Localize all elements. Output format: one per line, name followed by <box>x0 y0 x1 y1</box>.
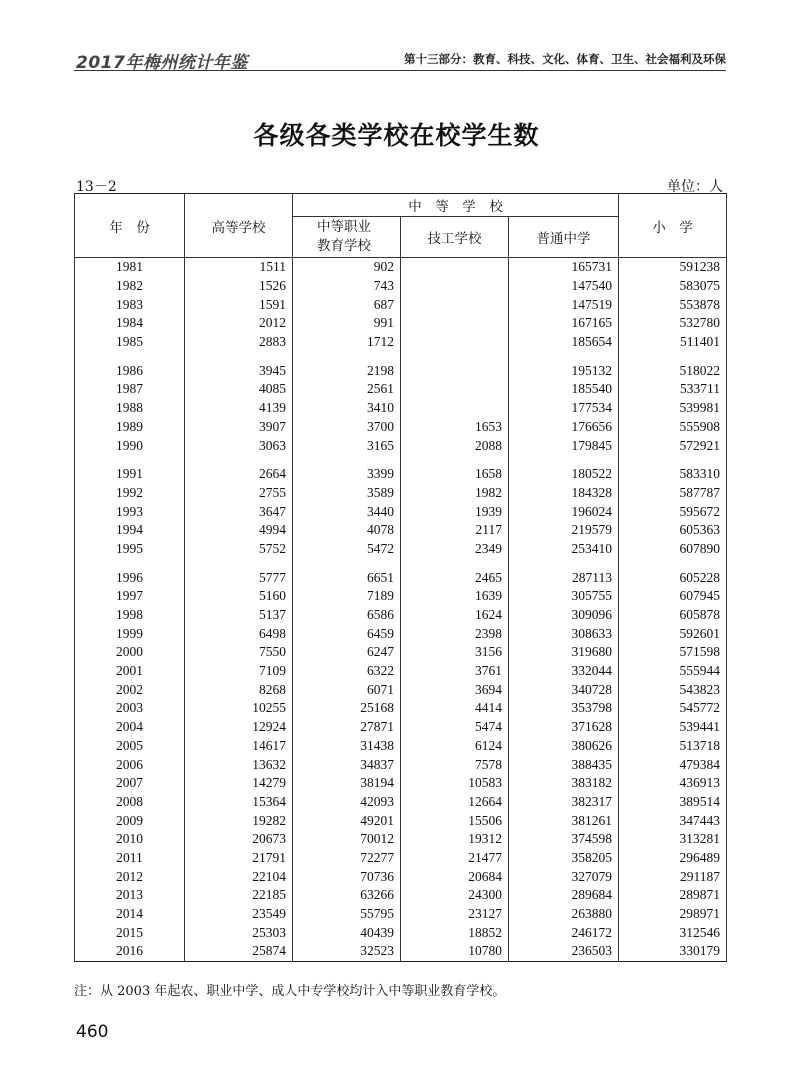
cell-primary: 518022 <box>619 361 727 380</box>
cell-general-middle: 167165 <box>509 314 619 333</box>
cell-higher: 1591 <box>185 295 293 314</box>
cell-general-middle: 219579 <box>509 521 619 540</box>
cell-year: 1990 <box>75 436 185 455</box>
cell-primary: 533711 <box>619 380 727 399</box>
cell-general-middle: 305755 <box>509 587 619 606</box>
cell-vocational: 6651 <box>293 568 401 587</box>
cell-general-middle: 374598 <box>509 830 619 849</box>
yearbook-title: 2017年梅州统计年鉴 <box>76 53 248 73</box>
cell-higher: 21791 <box>185 849 293 868</box>
section-title: 第十三部分：教育、科技、文化、体育、卫生、社会福利及环保 <box>404 52 726 66</box>
cell-year: 1996 <box>75 568 185 587</box>
cell-primary: 389514 <box>619 793 727 812</box>
cell-primary: 330179 <box>619 942 727 961</box>
table-row <box>75 643 727 662</box>
cell-year: 2000 <box>75 643 185 662</box>
cell-year: 1989 <box>75 418 185 437</box>
cell-technical: 6124 <box>401 737 509 756</box>
table-row <box>75 502 727 521</box>
cell-primary: 583310 <box>619 465 727 484</box>
cell-vocational: 3700 <box>293 418 401 437</box>
cell-primary: 513718 <box>619 737 727 756</box>
cell-year: 2012 <box>75 867 185 886</box>
cell-general-middle: 327079 <box>509 867 619 886</box>
page-number: 460 <box>76 1022 109 1042</box>
cell-higher: 2755 <box>185 484 293 503</box>
table-row <box>75 540 727 559</box>
spacer-row <box>75 558 727 568</box>
spacer-cell <box>185 455 293 465</box>
cell-vocational: 32523 <box>293 942 401 961</box>
cell-primary: 313281 <box>619 830 727 849</box>
cell-year: 2010 <box>75 830 185 849</box>
table-row <box>75 606 727 625</box>
cell-year: 1997 <box>75 587 185 606</box>
cell-year: 1991 <box>75 465 185 484</box>
table-row <box>75 886 727 905</box>
cell-higher: 2664 <box>185 465 293 484</box>
cell-general-middle: 180522 <box>509 465 619 484</box>
cell-primary: 555908 <box>619 418 727 437</box>
cell-higher: 2883 <box>185 333 293 352</box>
table-row <box>75 718 727 737</box>
header-vocational-label: 中等职业教育学校 <box>317 219 371 254</box>
cell-vocational: 55795 <box>293 905 401 924</box>
cell-general-middle: 246172 <box>509 923 619 942</box>
table-row <box>75 521 727 540</box>
cell-technical: 7578 <box>401 755 509 774</box>
cell-vocational: 3399 <box>293 465 401 484</box>
cell-year: 2011 <box>75 849 185 868</box>
cell-technical: 3694 <box>401 680 509 699</box>
cell-technical: 2117 <box>401 521 509 540</box>
table-row <box>75 737 727 756</box>
cell-vocational: 31438 <box>293 737 401 756</box>
cell-vocational: 38194 <box>293 774 401 793</box>
cell-year: 2004 <box>75 718 185 737</box>
cell-higher: 15364 <box>185 793 293 812</box>
cell-primary: 291187 <box>619 867 727 886</box>
table-row <box>75 295 727 314</box>
cell-year: 1982 <box>75 277 185 296</box>
cell-general-middle: 177534 <box>509 399 619 418</box>
page-title: 各级各类学校在校学生数 <box>253 121 540 150</box>
cell-primary: 605878 <box>619 606 727 625</box>
cell-general-middle: 147519 <box>509 295 619 314</box>
cell-general-middle: 371628 <box>509 718 619 737</box>
header-year: 年 份 <box>75 194 185 258</box>
spacer-cell <box>75 455 185 465</box>
table-code: 13－2 <box>76 179 117 195</box>
cell-technical: 1939 <box>401 502 509 521</box>
cell-primary: 605363 <box>619 521 727 540</box>
footnote: 注：从 2003 年起农、职业中学、成人中专学校均计入中等职业教育学校。 <box>74 984 506 999</box>
table-row <box>75 399 727 418</box>
cell-higher: 25303 <box>185 923 293 942</box>
cell-year: 1987 <box>75 380 185 399</box>
cell-vocational: 2561 <box>293 380 401 399</box>
cell-higher: 14279 <box>185 774 293 793</box>
cell-year: 2016 <box>75 942 185 961</box>
cell-technical: 2398 <box>401 624 509 643</box>
cell-vocational: 6247 <box>293 643 401 662</box>
table-row <box>75 849 727 868</box>
cell-higher: 5160 <box>185 587 293 606</box>
cell-year: 2013 <box>75 886 185 905</box>
cell-technical: 2465 <box>401 568 509 587</box>
cell-year: 1999 <box>75 624 185 643</box>
cell-year: 1998 <box>75 606 185 625</box>
cell-primary: 296489 <box>619 849 727 868</box>
cell-year: 2014 <box>75 905 185 924</box>
cell-higher: 5777 <box>185 568 293 587</box>
cell-higher: 10255 <box>185 699 293 718</box>
cell-technical <box>401 295 509 314</box>
cell-higher: 22104 <box>185 867 293 886</box>
cell-technical: 10583 <box>401 774 509 793</box>
cell-technical: 18852 <box>401 923 509 942</box>
cell-year: 2006 <box>75 755 185 774</box>
cell-higher: 5752 <box>185 540 293 559</box>
cell-year: 2003 <box>75 699 185 718</box>
cell-technical: 2349 <box>401 540 509 559</box>
spacer-cell <box>185 351 293 361</box>
cell-vocational: 3589 <box>293 484 401 503</box>
cell-year: 2009 <box>75 811 185 830</box>
cell-primary: 511401 <box>619 333 727 352</box>
cell-vocational: 3410 <box>293 399 401 418</box>
cell-primary: 571598 <box>619 643 727 662</box>
cell-vocational: 70736 <box>293 867 401 886</box>
cell-primary: 289871 <box>619 886 727 905</box>
cell-higher: 12924 <box>185 718 293 737</box>
cell-primary: 543823 <box>619 680 727 699</box>
cell-general-middle: 353798 <box>509 699 619 718</box>
table-row <box>75 942 727 961</box>
cell-primary: 553878 <box>619 295 727 314</box>
cell-general-middle: 196024 <box>509 502 619 521</box>
cell-general-middle: 253410 <box>509 540 619 559</box>
cell-vocational: 6459 <box>293 624 401 643</box>
cell-year: 1992 <box>75 484 185 503</box>
cell-higher: 4139 <box>185 399 293 418</box>
spacer-cell <box>293 351 401 361</box>
spacer-cell <box>401 351 509 361</box>
cell-higher: 3945 <box>185 361 293 380</box>
running-header <box>74 48 726 71</box>
spacer-cell <box>293 558 401 568</box>
cell-higher: 7550 <box>185 643 293 662</box>
cell-vocational: 991 <box>293 314 401 333</box>
cell-higher: 14617 <box>185 737 293 756</box>
cell-vocational: 3440 <box>293 502 401 521</box>
spacer-cell <box>75 558 185 568</box>
cell-general-middle: 388435 <box>509 755 619 774</box>
cell-year: 1986 <box>75 361 185 380</box>
cell-higher: 19282 <box>185 811 293 830</box>
cell-general-middle: 185540 <box>509 380 619 399</box>
cell-technical: 1653 <box>401 418 509 437</box>
cell-primary: 595672 <box>619 502 727 521</box>
cell-technical: 1982 <box>401 484 509 503</box>
table-row <box>75 418 727 437</box>
spacer-cell <box>509 455 619 465</box>
cell-general-middle: 383182 <box>509 774 619 793</box>
cell-general-middle: 289684 <box>509 886 619 905</box>
cell-vocational: 1712 <box>293 333 401 352</box>
cell-technical: 2088 <box>401 436 509 455</box>
cell-year: 2015 <box>75 923 185 942</box>
cell-vocational: 3165 <box>293 436 401 455</box>
cell-general-middle: 319680 <box>509 643 619 662</box>
cell-technical <box>401 314 509 333</box>
cell-general-middle: 179845 <box>509 436 619 455</box>
spacer-cell <box>619 558 727 568</box>
cell-general-middle: 382317 <box>509 793 619 812</box>
cell-primary: 555944 <box>619 662 727 681</box>
cell-year: 1994 <box>75 521 185 540</box>
spacer-cell <box>619 455 727 465</box>
cell-technical: 24300 <box>401 886 509 905</box>
cell-vocational: 687 <box>293 295 401 314</box>
table-row <box>75 624 727 643</box>
table-row <box>75 465 727 484</box>
cell-primary: 539981 <box>619 399 727 418</box>
table-row <box>75 830 727 849</box>
cell-general-middle: 236503 <box>509 942 619 961</box>
cell-vocational: 6322 <box>293 662 401 681</box>
cell-primary: 605228 <box>619 568 727 587</box>
cell-general-middle: 263880 <box>509 905 619 924</box>
cell-vocational: 63266 <box>293 886 401 905</box>
cell-technical <box>401 258 509 277</box>
cell-general-middle: 381261 <box>509 811 619 830</box>
cell-vocational: 5472 <box>293 540 401 559</box>
cell-general-middle: 195132 <box>509 361 619 380</box>
cell-general-middle: 340728 <box>509 680 619 699</box>
cell-technical <box>401 333 509 352</box>
cell-technical <box>401 361 509 380</box>
cell-year: 1995 <box>75 540 185 559</box>
table-row <box>75 333 727 352</box>
cell-primary: 539441 <box>619 718 727 737</box>
cell-primary: 298971 <box>619 905 727 924</box>
table-row <box>75 484 727 503</box>
cell-general-middle: 147540 <box>509 277 619 296</box>
cell-vocational: 7189 <box>293 587 401 606</box>
spacer-cell <box>509 558 619 568</box>
cell-higher: 5137 <box>185 606 293 625</box>
spacer-cell <box>185 558 293 568</box>
cell-general-middle: 309096 <box>509 606 619 625</box>
cell-primary: 607890 <box>619 540 727 559</box>
cell-vocational: 70012 <box>293 830 401 849</box>
cell-primary: 479384 <box>619 755 727 774</box>
cell-higher: 7109 <box>185 662 293 681</box>
students-table <box>74 193 727 962</box>
cell-higher: 1526 <box>185 277 293 296</box>
table-row <box>75 314 727 333</box>
table-row <box>75 258 727 277</box>
table-row <box>75 568 727 587</box>
cell-higher: 13632 <box>185 755 293 774</box>
cell-technical: 10780 <box>401 942 509 961</box>
cell-higher: 1511 <box>185 258 293 277</box>
table-row <box>75 811 727 830</box>
cell-technical: 1624 <box>401 606 509 625</box>
cell-technical: 19312 <box>401 830 509 849</box>
cell-higher: 20673 <box>185 830 293 849</box>
cell-higher: 22185 <box>185 886 293 905</box>
cell-vocational: 34837 <box>293 755 401 774</box>
table-row <box>75 680 727 699</box>
cell-primary: 545772 <box>619 699 727 718</box>
cell-year: 2005 <box>75 737 185 756</box>
table-row <box>75 361 727 380</box>
cell-higher: 3647 <box>185 502 293 521</box>
header-higher: 高等学校 <box>185 194 293 258</box>
cell-vocational: 4078 <box>293 521 401 540</box>
cell-general-middle: 287113 <box>509 568 619 587</box>
cell-technical: 15506 <box>401 811 509 830</box>
cell-primary: 587787 <box>619 484 727 503</box>
cell-technical <box>401 399 509 418</box>
spacer-row <box>75 351 727 361</box>
cell-technical: 20684 <box>401 867 509 886</box>
table-row <box>75 923 727 942</box>
cell-year: 2002 <box>75 680 185 699</box>
cell-technical: 12664 <box>401 793 509 812</box>
cell-vocational: 49201 <box>293 811 401 830</box>
cell-general-middle: 308633 <box>509 624 619 643</box>
cell-technical: 4414 <box>401 699 509 718</box>
cell-higher: 8268 <box>185 680 293 699</box>
spacer-cell <box>75 351 185 361</box>
cell-vocational: 6071 <box>293 680 401 699</box>
table-row <box>75 436 727 455</box>
cell-technical: 1639 <box>401 587 509 606</box>
table-row <box>75 905 727 924</box>
header-technical: 技工学校 <box>401 217 509 258</box>
table-row <box>75 587 727 606</box>
cell-general-middle: 332044 <box>509 662 619 681</box>
cell-primary: 607945 <box>619 587 727 606</box>
cell-technical <box>401 380 509 399</box>
cell-general-middle: 380626 <box>509 737 619 756</box>
cell-primary: 532780 <box>619 314 727 333</box>
header-vocational <box>293 217 401 258</box>
cell-primary: 591238 <box>619 258 727 277</box>
cell-higher: 3063 <box>185 436 293 455</box>
cell-primary: 572921 <box>619 436 727 455</box>
cell-technical: 23127 <box>401 905 509 924</box>
cell-vocational: 902 <box>293 258 401 277</box>
table-row <box>75 662 727 681</box>
cell-year: 1981 <box>75 258 185 277</box>
table-body <box>75 258 727 962</box>
table-row <box>75 755 727 774</box>
cell-year: 1984 <box>75 314 185 333</box>
cell-higher: 25874 <box>185 942 293 961</box>
cell-technical: 21477 <box>401 849 509 868</box>
cell-vocational: 743 <box>293 277 401 296</box>
cell-higher: 4994 <box>185 521 293 540</box>
cell-general-middle: 176656 <box>509 418 619 437</box>
spacer-row <box>75 455 727 465</box>
cell-general-middle: 358205 <box>509 849 619 868</box>
cell-technical: 5474 <box>401 718 509 737</box>
cell-vocational: 40439 <box>293 923 401 942</box>
table-row <box>75 774 727 793</box>
spacer-cell <box>619 351 727 361</box>
cell-technical <box>401 277 509 296</box>
cell-technical: 1658 <box>401 465 509 484</box>
unit-label: 单位：人 <box>667 179 723 195</box>
cell-primary: 436913 <box>619 774 727 793</box>
cell-primary: 347443 <box>619 811 727 830</box>
header-secondary-group: 中 等 学 校 <box>293 194 619 217</box>
cell-technical: 3156 <box>401 643 509 662</box>
cell-year: 2008 <box>75 793 185 812</box>
cell-year: 1988 <box>75 399 185 418</box>
cell-higher: 2012 <box>185 314 293 333</box>
spacer-cell <box>401 455 509 465</box>
table-row <box>75 793 727 812</box>
cell-higher: 3907 <box>185 418 293 437</box>
cell-year: 2007 <box>75 774 185 793</box>
cell-year: 1993 <box>75 502 185 521</box>
cell-primary: 583075 <box>619 277 727 296</box>
table-row <box>75 699 727 718</box>
cell-general-middle: 185654 <box>509 333 619 352</box>
cell-year: 1985 <box>75 333 185 352</box>
cell-vocational: 72277 <box>293 849 401 868</box>
spacer-cell <box>401 558 509 568</box>
cell-primary: 312546 <box>619 923 727 942</box>
cell-primary: 592601 <box>619 624 727 643</box>
cell-vocational: 2198 <box>293 361 401 380</box>
cell-higher: 4085 <box>185 380 293 399</box>
table-row <box>75 277 727 296</box>
cell-vocational: 42093 <box>293 793 401 812</box>
spacer-cell <box>509 351 619 361</box>
spacer-cell <box>293 455 401 465</box>
cell-vocational: 6586 <box>293 606 401 625</box>
cell-year: 2001 <box>75 662 185 681</box>
cell-technical: 3761 <box>401 662 509 681</box>
table-row <box>75 380 727 399</box>
cell-vocational: 27871 <box>293 718 401 737</box>
cell-general-middle: 165731 <box>509 258 619 277</box>
cell-general-middle: 184328 <box>509 484 619 503</box>
header-primary: 小 学 <box>619 194 727 258</box>
cell-year: 1983 <box>75 295 185 314</box>
header-general-middle: 普通中学 <box>509 217 619 258</box>
table-row <box>75 867 727 886</box>
cell-vocational: 25168 <box>293 699 401 718</box>
cell-higher: 23549 <box>185 905 293 924</box>
cell-higher: 6498 <box>185 624 293 643</box>
